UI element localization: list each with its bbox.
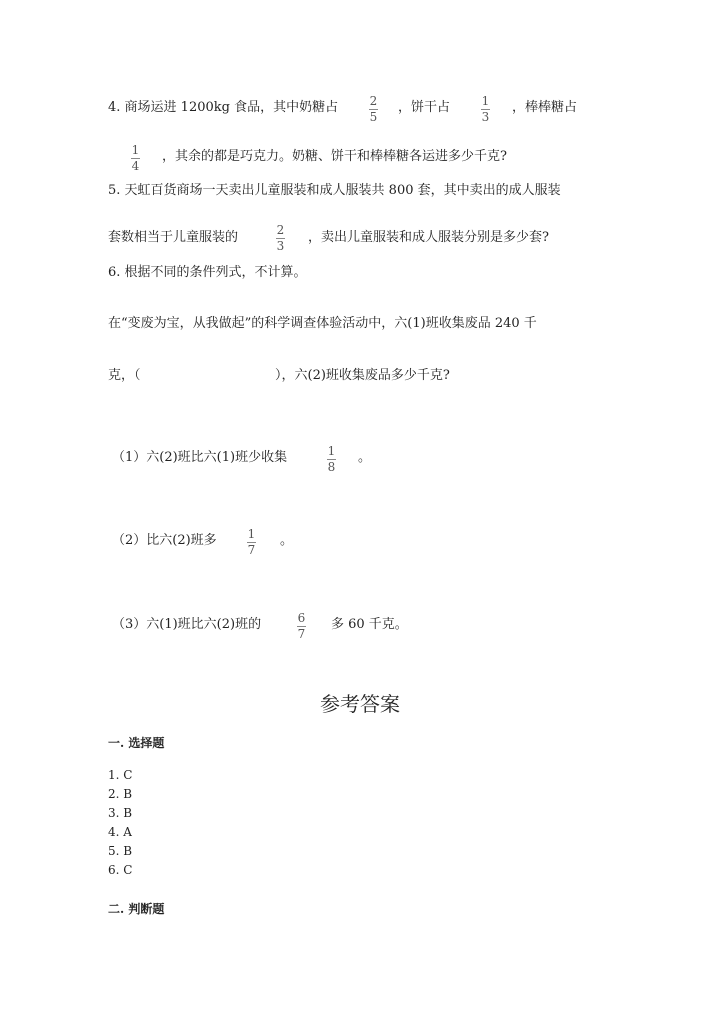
- denominator: 3: [276, 239, 285, 253]
- fraction-1-4: [131, 144, 140, 173]
- q5-text-2: 套数相当于儿童服装的: [108, 230, 239, 245]
- numerator: 1: [481, 94, 490, 108]
- answer-item: 4. A: [108, 825, 132, 839]
- section-2-heading: 二. 判断题: [108, 902, 165, 916]
- numerator: 1: [247, 527, 256, 541]
- q4-text-2: ，饼干占: [398, 100, 451, 115]
- q4-text-3: ，棒棒糖占: [512, 100, 578, 115]
- numerator: 6: [297, 611, 306, 625]
- answer-item: 2. B: [108, 787, 133, 801]
- q4-text-1: 4. 商场运进 1200kg 食品，其中奶糖占: [108, 100, 339, 115]
- fraction-2-3: [276, 224, 285, 253]
- numerator: 1: [327, 444, 336, 458]
- numerator: 2: [369, 94, 378, 108]
- answer-list: [108, 766, 132, 880]
- q6-condition-3: （3）六(1)班比六(2)班的: [112, 617, 262, 632]
- fraction-2-5: [369, 95, 378, 124]
- q4-text-4: ，其余的都是巧克力。奶糖、饼干和棒棒糖各运进多少千克?: [162, 149, 507, 164]
- q6-stem-1: 在“变废为宝，从我做起”的科学调查体验活动中，六(1)班收集废品 240 千: [108, 316, 537, 331]
- answer-item: 3. B: [108, 806, 133, 820]
- denominator: 3: [481, 110, 490, 124]
- denominator: 7: [247, 543, 256, 557]
- denominator: 4: [131, 159, 140, 173]
- fraction-1-3: [481, 95, 490, 124]
- q5-text-1: 5. 天虹百货商场一天卖出儿童服装和成人服装共 800 套，其中卖出的成人服装: [108, 183, 561, 198]
- answers-title: 参考答案: [320, 692, 400, 716]
- numerator: 1: [131, 143, 140, 157]
- q5-text-3: ，卖出儿童服装和成人服装分别是多少套?: [308, 230, 549, 245]
- fraction-6-7: [297, 612, 306, 641]
- denominator: 5: [369, 110, 378, 124]
- q6-condition-1-end: 。: [358, 450, 372, 465]
- q6-condition-1: （1）六(2)班比六(1)班少收集: [112, 450, 288, 465]
- fraction-1-8: [327, 445, 336, 474]
- q6-condition-3-end: 多 60 千克。: [331, 617, 408, 632]
- q6-condition-2-end: 。: [280, 533, 294, 548]
- denominator: 7: [297, 627, 306, 641]
- q6-stem-2b: ），六(2)班收集废品多少千克?: [275, 368, 450, 383]
- answer-item: 1. C: [108, 768, 133, 782]
- q6-stem-2a: 克，（: [108, 368, 141, 383]
- fraction-1-7: [247, 528, 256, 557]
- section-1-heading: 一. 选择题: [108, 736, 165, 750]
- q6-title: 6. 根据不同的条件列式，不计算。: [108, 265, 307, 280]
- answer-item: 5. B: [108, 844, 133, 858]
- denominator: 8: [327, 460, 336, 474]
- q6-condition-2: （2）比六(2)班多: [112, 533, 217, 548]
- answer-item: 6. C: [108, 863, 133, 877]
- numerator: 2: [276, 223, 285, 237]
